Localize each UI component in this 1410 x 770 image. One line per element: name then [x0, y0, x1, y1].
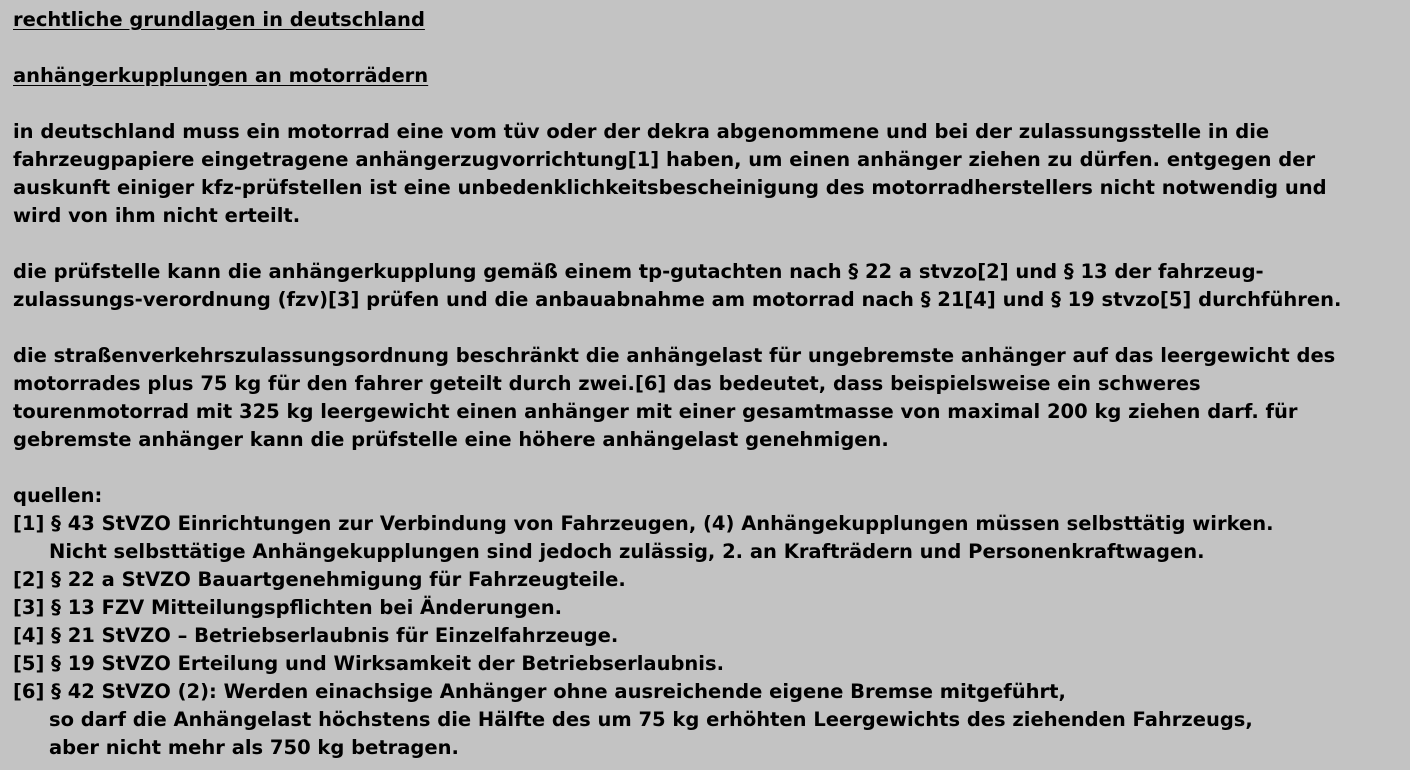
- paragraph-registration: [13, 118, 1410, 230]
- spacer: [13, 314, 1410, 342]
- source-item: [1] § 43 StVZO Einrichtungen zur Verbindung von Fahrzeugen, (4) Anhängekupplungen müssen selbsttätig wirken.: [13, 512, 1274, 535]
- paragraph-line: auskunft einiger kfz-prüfstellen ist eine unbedenklichkeitsbescheinigung des motorradherstellers nicht notwendig und: [13, 176, 1327, 199]
- source-item: [5] § 19 StVZO Erteilung und Wirksamkeit der Betriebserlaubnis.: [13, 652, 725, 675]
- paragraph-line: in deutschland muss ein motorrad eine vom tüv oder der dekra abgenommene und bei der zulassungsstelle in die: [13, 120, 1270, 143]
- source-item-continuation: so darf die Anhängelast höchstens die Hälfte des um 75 kg erhöhten Leergewichts des ziehenden Fahrzeugs,: [49, 708, 1253, 731]
- sources-title: quellen:: [13, 484, 103, 507]
- paragraph-line: motorrades plus 75 kg für den fahrer geteilt durch zwei.[6] das bedeutet, dass beispielsweise ein schweres: [13, 372, 1201, 395]
- source-item: [6] § 42 StVZO (2): Werden einachsige Anhänger ohne ausreichende eigene Bremse mitgeführt,: [13, 680, 1066, 703]
- source-item-continuation: Nicht selbsttätige Anhängekupplungen sind jedoch zulässig, 2. an Krafträdern und Personenkraftwagen.: [49, 540, 1205, 563]
- spacer: [13, 34, 1410, 62]
- heading-legal-basis: rechtliche grundlagen in deutschland: [13, 8, 425, 31]
- paragraph-inspection: [13, 258, 1410, 314]
- heading-motorcycle-couplings: anhängerkupplungen an motorrädern: [13, 64, 429, 87]
- paragraph-line: die straßenverkehrszulassungsordnung beschränkt die anhängelast für ungebremste anhänger auf das leergewicht des: [13, 344, 1336, 367]
- source-item: [3] § 13 FZV Mitteilungspflichten bei Änderungen.: [13, 596, 563, 619]
- spacer: [13, 90, 1410, 118]
- source-item-continuation: aber nicht mehr als 750 kg betragen.: [49, 736, 459, 759]
- spacer: [13, 454, 1410, 482]
- source-item: [2] § 22 a StVZO Bauartgenehmigung für Fahrzeugteile.: [13, 568, 626, 591]
- paragraph-line: gebremste anhänger kann die prüfstelle eine höhere anhängelast genehmigen.: [13, 428, 889, 451]
- paragraph-trailer-load: [13, 342, 1410, 454]
- paragraph-line: die prüfstelle kann die anhängerkupplung gemäß einem tp-gutachten nach § 22 a stvzo[2] und § 13 der fahrzeug-: [13, 260, 1264, 283]
- paragraph-line: zulassungs-verordnung (fzv)[3] prüfen und die anbauabnahme am motorrad nach § 21[4] und § 19 stvzo[5] durchführen.: [13, 288, 1342, 311]
- paragraph-line: fahrzeugpapiere eingetragene anhängerzugvorrichtung[1] haben, um einen anhänger ziehen zu dürfen. entgegen der: [13, 148, 1316, 171]
- sources-section: [13, 482, 1410, 762]
- source-item: [4] § 21 StVZO – Betriebserlaubnis für Einzelfahrzeuge.: [13, 624, 619, 647]
- paragraph-line: tourenmotorrad mit 325 kg leergewicht einen anhänger mit einer gesamtmasse von maximal 200 kg ziehen darf. für: [13, 400, 1298, 423]
- spacer: [13, 230, 1410, 258]
- paragraph-line: wird von ihm nicht erteilt.: [13, 204, 301, 227]
